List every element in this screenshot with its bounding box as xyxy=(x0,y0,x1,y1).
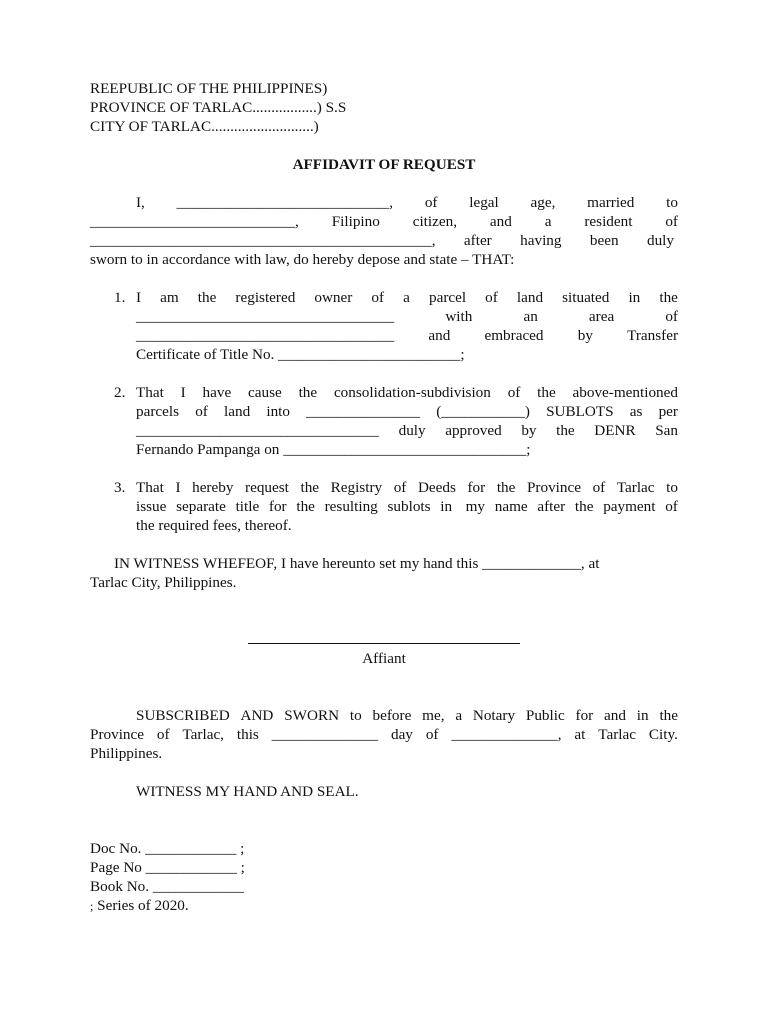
header-line-1: REEPUBLIC OF THE PHILIPPINES) xyxy=(90,80,328,97)
subscribed-line-3: Philippines. xyxy=(90,745,163,762)
subscribed-line-1: SUBSCRIBED AND SWORN to before me, a Notary Public for and in the xyxy=(136,707,678,724)
intro-line-2: ___________________________, Filipino citizen, and a resident of xyxy=(90,213,678,230)
item-number-2: 2. xyxy=(114,384,126,401)
page-number: Page No ____________ ; xyxy=(90,859,245,876)
intro-line-3: _____________________________________________, after having been duly xyxy=(90,232,674,249)
item-3-line-2: issue separate title for the resulting sublots in my name after the payment of xyxy=(136,498,678,515)
series-line xyxy=(90,896,189,916)
seal-statement: WITNESS MY HAND AND SEAL. xyxy=(136,783,359,800)
affiant-label: Affiant xyxy=(362,650,406,667)
series-mark: ; xyxy=(90,899,94,913)
item-1-line-1: I am the registered owner of a parcel of land situated in the xyxy=(136,289,678,306)
item-1-line-4: Certificate of Title No. ________________________; xyxy=(136,346,465,363)
item-2-line-3: ________________________________ duly approved by the DENR San xyxy=(136,422,678,439)
header-line-2: PROVINCE OF TARLAC.................) S.S xyxy=(90,99,347,116)
header-line-3: CITY OF TARLAC...........................) xyxy=(90,118,319,135)
witness-line-2: Tarlac City, Philippines. xyxy=(90,574,237,591)
item-2-line-4: Fernando Pampanga on ________________________________; xyxy=(136,441,531,458)
affiant-signature-line xyxy=(248,643,520,644)
doc-number: Doc No. ____________ ; xyxy=(90,840,245,857)
item-number-1: 1. xyxy=(114,289,126,306)
book-number: Book No. ____________ xyxy=(90,878,244,895)
item-1-line-3: __________________________________ and embraced by Transfer xyxy=(136,327,678,344)
item-2-line-2: parcels of land into _______________ (___________) SUBLOTS as per xyxy=(136,403,678,420)
witness-line-1: IN WITNESS WHEFEOF, I have hereunto set my hand this _____________, at xyxy=(114,555,600,572)
intro-line-1: I, ____________________________, of legal age, married to xyxy=(136,194,678,211)
intro-line-4: sworn to in accordance with law, do hereby depose and state – THAT: xyxy=(90,251,515,268)
item-1-line-2: __________________________________ with an area of xyxy=(136,308,678,325)
item-3-line-1: That I hereby request the Registry of Deeds for the Province of Tarlac to xyxy=(136,479,678,496)
item-number-3: 3. xyxy=(114,479,126,496)
item-2-line-1: That I have cause the consolidation-subdivision of the above-mentioned xyxy=(136,384,678,401)
series-text: Series of 2020. xyxy=(93,897,189,914)
item-3-line-3: the required fees, thereof. xyxy=(136,517,292,534)
subscribed-line-2: Province of Tarlac, this ______________ day of ______________, at Tarlac City. xyxy=(90,726,678,743)
document-title: AFFIDAVIT OF REQUEST xyxy=(292,156,476,173)
